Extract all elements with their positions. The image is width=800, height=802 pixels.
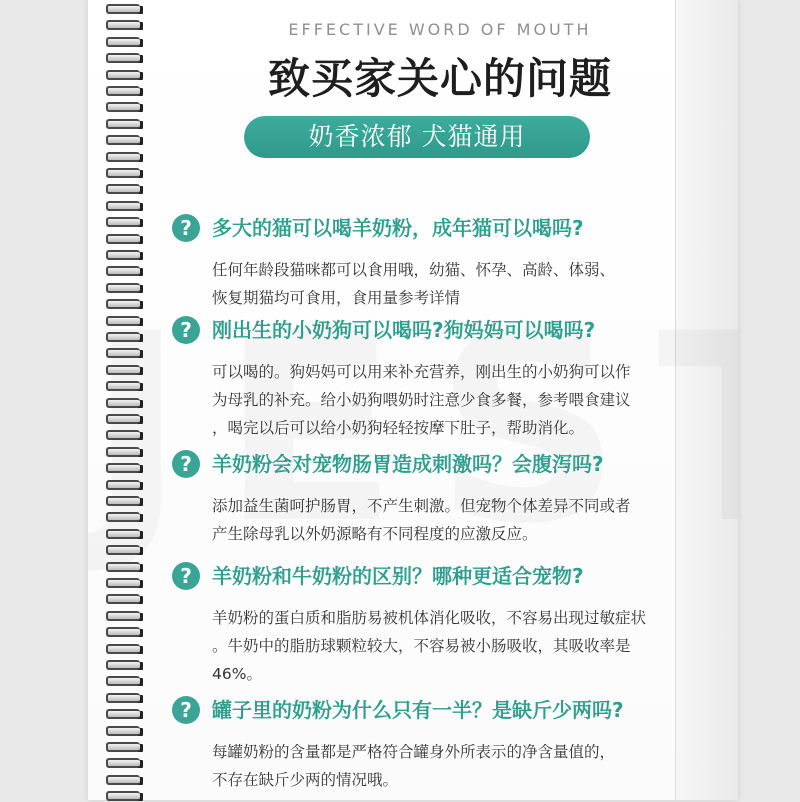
faq-answer bbox=[212, 738, 682, 794]
page-title: 致买家关心的问题 bbox=[267, 54, 612, 103]
ring-wire bbox=[106, 332, 140, 342]
ring-wire bbox=[106, 201, 140, 211]
spiral-ring bbox=[106, 299, 142, 310]
ring-wire bbox=[106, 693, 140, 703]
spiral-ring bbox=[106, 37, 142, 48]
spiral-ring bbox=[106, 201, 142, 212]
spiral-ring bbox=[106, 644, 142, 655]
question-mark-icon: ? bbox=[172, 214, 200, 242]
ring-wire bbox=[106, 250, 140, 260]
question-mark-icon: ? bbox=[172, 696, 200, 724]
spiral-ring bbox=[106, 365, 142, 376]
ring-wire bbox=[106, 644, 140, 654]
faq-question: 罐子里的奶粉为什么只有一半？是缺斤少两吗? bbox=[212, 698, 624, 722]
ring-wire bbox=[106, 611, 140, 621]
spiral-ring bbox=[106, 578, 142, 589]
faq-answer bbox=[212, 492, 682, 548]
spiral-ring bbox=[106, 414, 142, 425]
spiral-ring bbox=[106, 791, 142, 802]
spiral-ring bbox=[106, 135, 142, 146]
spiral-ring bbox=[106, 316, 142, 327]
ring-wire bbox=[106, 496, 140, 506]
ring-wire bbox=[106, 398, 140, 408]
spiral-binding bbox=[100, 0, 160, 800]
faq-question: 刚出生的小奶狗可以喝吗?狗妈妈可以喝吗? bbox=[212, 318, 596, 342]
answer-line: 可以喝的。狗妈妈可以用来补充营养，刚出生的小奶狗可以作 bbox=[212, 363, 631, 381]
spiral-ring bbox=[106, 463, 142, 474]
feature-pill: 奶香浓郁 犬猫通用 bbox=[244, 116, 590, 158]
ring-wire bbox=[106, 512, 140, 522]
spiral-ring bbox=[106, 398, 142, 409]
spiral-ring bbox=[106, 529, 142, 540]
ring-wire bbox=[106, 53, 140, 63]
faq-item bbox=[172, 448, 692, 548]
question-mark-icon: ? bbox=[172, 562, 200, 590]
faq-item bbox=[172, 560, 692, 688]
answer-line: 任何年龄段猫咪都可以食用哦，幼猫、怀孕、高龄、体弱、 bbox=[212, 261, 616, 279]
faq-answer bbox=[212, 256, 682, 312]
spiral-ring bbox=[106, 693, 142, 704]
faq-question: 多大的猫可以喝羊奶粉，成年猫可以喝吗? bbox=[212, 216, 584, 240]
ring-wire bbox=[106, 381, 140, 391]
spiral-ring bbox=[106, 545, 142, 556]
ring-wire bbox=[106, 562, 140, 572]
ring-wire bbox=[106, 266, 140, 276]
spiral-ring bbox=[106, 283, 142, 294]
ring-wire bbox=[106, 135, 140, 145]
ring-wire bbox=[106, 234, 140, 244]
ring-wire bbox=[106, 660, 140, 670]
spiral-ring bbox=[106, 512, 142, 523]
question-mark-icon: ? bbox=[172, 450, 200, 478]
ring-wire bbox=[106, 299, 140, 309]
spiral-ring bbox=[106, 430, 142, 441]
spiral-ring bbox=[106, 447, 142, 458]
spiral-ring bbox=[106, 726, 142, 737]
spiral-ring bbox=[106, 676, 142, 687]
ring-wire bbox=[106, 775, 140, 785]
spiral-ring bbox=[106, 217, 142, 228]
spiral-ring bbox=[106, 53, 142, 64]
ring-wire bbox=[106, 152, 140, 162]
ring-wire bbox=[106, 430, 140, 440]
faq-question: 羊奶粉会对宠物肠胃造成刺激吗？会腹泻吗? bbox=[212, 452, 604, 476]
answer-line: 恢复期猫均可食用，食用量参考详情 bbox=[212, 289, 461, 307]
spiral-ring bbox=[106, 480, 142, 491]
ring-wire bbox=[106, 70, 140, 80]
answer-line: 46%。 bbox=[212, 665, 262, 683]
answer-line: 羊奶粉的蛋白质和脂肪易被机体消化吸收，不容易出现过敏症状 bbox=[212, 609, 647, 627]
faq-question: 羊奶粉和牛奶粉的区别？哪种更适合宠物? bbox=[212, 564, 584, 588]
faq-item bbox=[172, 314, 692, 442]
ring-wire bbox=[106, 348, 140, 358]
ring-wire bbox=[106, 119, 140, 129]
ring-wire bbox=[106, 414, 140, 424]
ring-wire bbox=[106, 168, 140, 178]
spiral-ring bbox=[106, 119, 142, 130]
spiral-ring bbox=[106, 250, 142, 261]
spiral-ring bbox=[106, 775, 142, 786]
ring-wire bbox=[106, 4, 140, 14]
kicker-text: EFFECTIVE WORD OF MOUTH bbox=[288, 20, 592, 39]
spiral-ring bbox=[106, 4, 142, 15]
faq-answer bbox=[212, 604, 682, 688]
spiral-ring bbox=[106, 660, 142, 671]
spiral-ring bbox=[106, 381, 142, 392]
ring-wire bbox=[106, 102, 140, 112]
answer-line: 产生除母乳以外奶源略有不同程度的应激反应。 bbox=[212, 525, 538, 543]
ring-wire bbox=[106, 283, 140, 293]
ring-wire bbox=[106, 676, 140, 686]
spiral-ring bbox=[106, 348, 142, 359]
spiral-ring bbox=[106, 496, 142, 507]
question-mark-icon: ? bbox=[172, 316, 200, 344]
ring-wire bbox=[106, 480, 140, 490]
ring-wire bbox=[106, 726, 140, 736]
spiral-ring bbox=[106, 234, 142, 245]
answer-line: 为母乳的补充。给小奶狗喂奶时注意少食多餐，参考喂食建议 bbox=[212, 391, 631, 409]
spiral-ring bbox=[106, 168, 142, 179]
spiral-ring bbox=[106, 758, 142, 769]
ring-wire bbox=[106, 529, 140, 539]
faq-item bbox=[172, 212, 692, 312]
spiral-ring bbox=[106, 562, 142, 573]
spiral-ring bbox=[106, 266, 142, 277]
ring-wire bbox=[106, 37, 140, 47]
spiral-ring bbox=[106, 184, 142, 195]
spiral-ring bbox=[106, 86, 142, 97]
spiral-ring bbox=[106, 152, 142, 163]
ring-wire bbox=[106, 20, 140, 30]
spiral-ring bbox=[106, 20, 142, 31]
ring-wire bbox=[106, 184, 140, 194]
ring-wire bbox=[106, 86, 140, 96]
faq-item bbox=[172, 694, 692, 794]
ring-wire bbox=[106, 447, 140, 457]
answer-line: 添加益生菌呵护肠胃，不产生刺激。但宠物个体差异不同或者 bbox=[212, 497, 631, 515]
ring-wire bbox=[106, 463, 140, 473]
spiral-ring bbox=[106, 709, 142, 720]
ring-wire bbox=[106, 316, 140, 326]
ring-wire bbox=[106, 709, 140, 719]
spiral-ring bbox=[106, 594, 142, 605]
ring-wire bbox=[106, 742, 140, 752]
ring-wire bbox=[106, 627, 140, 637]
ring-wire bbox=[106, 594, 140, 604]
faq-answer bbox=[212, 358, 682, 442]
answer-line: 。牛奶中的脂肪球颗粒较大，不容易被小肠吸收，其吸收率是 bbox=[212, 637, 631, 655]
spiral-ring bbox=[106, 611, 142, 622]
answer-line: ，喝完以后可以给小奶狗轻轻按摩下肚子，帮助消化。 bbox=[212, 419, 585, 437]
spiral-ring bbox=[106, 70, 142, 81]
spiral-ring bbox=[106, 627, 142, 638]
ring-wire bbox=[106, 578, 140, 588]
spiral-ring bbox=[106, 332, 142, 343]
ring-wire bbox=[106, 758, 140, 768]
ring-wire bbox=[106, 365, 140, 375]
spiral-ring bbox=[106, 102, 142, 113]
answer-line: 不存在缺斤少两的情况哦。 bbox=[212, 771, 399, 789]
spiral-ring bbox=[106, 742, 142, 753]
ring-wire bbox=[106, 217, 140, 227]
ring-wire bbox=[106, 545, 140, 555]
answer-line: 每罐奶粉的含量都是严格符合罐身外所表示的净含量值的， bbox=[212, 743, 616, 761]
